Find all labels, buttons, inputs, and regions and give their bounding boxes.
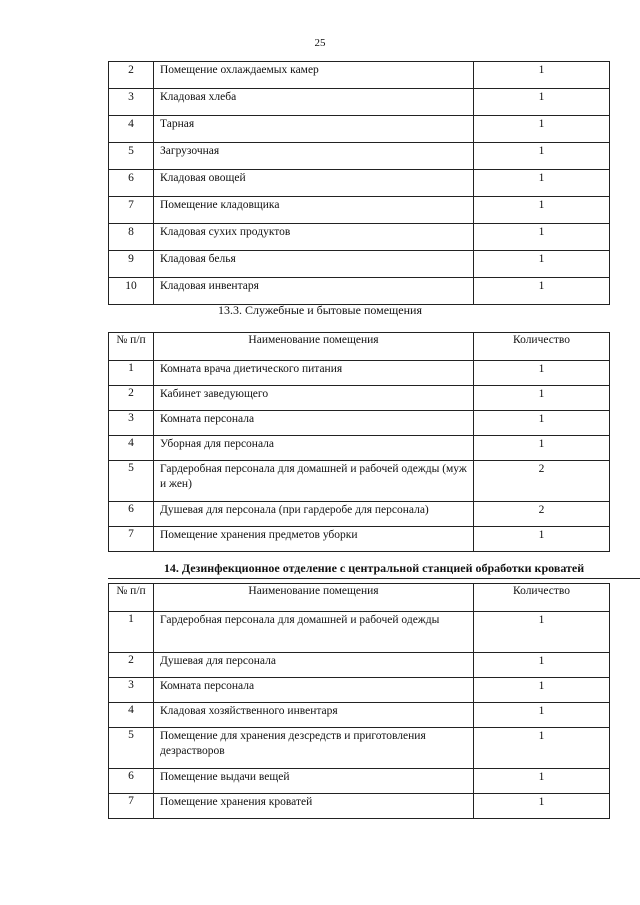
room-name: Кабинет заведующего bbox=[154, 386, 474, 411]
table-header-row bbox=[109, 333, 610, 361]
page-number: 25 bbox=[314, 37, 326, 49]
table-row bbox=[109, 89, 610, 116]
table-row bbox=[109, 116, 610, 143]
table-row bbox=[109, 769, 610, 794]
section-title-13-3: 13.3. Служебные и бытовые помещения bbox=[218, 303, 422, 317]
table-row bbox=[109, 411, 610, 436]
row-number: 4 bbox=[109, 436, 154, 461]
column-header-quantity: Количество bbox=[474, 333, 610, 361]
table-row bbox=[109, 143, 610, 170]
room-name: Помещение для хранения дезсредств и приготовления дезрастворов bbox=[154, 728, 474, 769]
table-row bbox=[109, 224, 610, 251]
room-quantity: 1 bbox=[474, 794, 610, 819]
table-row bbox=[109, 251, 610, 278]
row-number: 4 bbox=[109, 703, 154, 728]
room-name: Кладовая хлеба bbox=[154, 89, 474, 116]
room-quantity: 1 bbox=[474, 89, 610, 116]
room-quantity: 1 bbox=[474, 527, 610, 552]
room-quantity: 1 bbox=[474, 703, 610, 728]
table-row bbox=[109, 197, 610, 224]
storage-rooms-table bbox=[108, 61, 610, 305]
service-rooms-table bbox=[108, 332, 610, 552]
column-header-number: № п/п bbox=[109, 333, 154, 361]
room-quantity: 1 bbox=[474, 386, 610, 411]
room-quantity: 1 bbox=[474, 62, 610, 89]
row-number: 8 bbox=[109, 224, 154, 251]
room-quantity: 1 bbox=[474, 197, 610, 224]
row-number: 5 bbox=[109, 143, 154, 170]
room-name: Кладовая овощей bbox=[154, 170, 474, 197]
room-name: Комната персонала bbox=[154, 678, 474, 703]
table-row bbox=[109, 612, 610, 653]
room-quantity: 2 bbox=[474, 502, 610, 527]
room-quantity: 1 bbox=[474, 678, 610, 703]
row-number: 1 bbox=[109, 361, 154, 386]
row-number: 7 bbox=[109, 197, 154, 224]
room-name: Кладовая сухих продуктов bbox=[154, 224, 474, 251]
room-quantity: 1 bbox=[474, 728, 610, 769]
table-row bbox=[109, 502, 610, 527]
row-number: 3 bbox=[109, 89, 154, 116]
table-row bbox=[109, 461, 610, 502]
row-number: 2 bbox=[109, 386, 154, 411]
row-number: 4 bbox=[109, 116, 154, 143]
table-row bbox=[109, 278, 610, 305]
row-number: 6 bbox=[109, 502, 154, 527]
row-number: 7 bbox=[109, 527, 154, 552]
room-quantity: 1 bbox=[474, 436, 610, 461]
row-number: 5 bbox=[109, 728, 154, 769]
row-number: 2 bbox=[109, 62, 154, 89]
room-quantity: 1 bbox=[474, 411, 610, 436]
column-header-name: Наименование помещения bbox=[154, 584, 474, 612]
room-name: Помещение охлаждаемых камер bbox=[154, 62, 474, 89]
room-name: Уборная для персонала bbox=[154, 436, 474, 461]
row-number: 10 bbox=[109, 278, 154, 305]
room-name: Кладовая инвентаря bbox=[154, 278, 474, 305]
table-row bbox=[109, 653, 610, 678]
room-quantity: 1 bbox=[474, 361, 610, 386]
table-row bbox=[109, 703, 610, 728]
table-row bbox=[109, 794, 610, 819]
room-quantity: 1 bbox=[474, 251, 610, 278]
table-row bbox=[109, 678, 610, 703]
column-header-number: № п/п bbox=[109, 584, 154, 612]
table-row bbox=[109, 361, 610, 386]
table-row bbox=[109, 436, 610, 461]
table-row bbox=[109, 170, 610, 197]
column-header-name: Наименование помещения bbox=[154, 333, 474, 361]
row-number: 6 bbox=[109, 170, 154, 197]
room-quantity: 1 bbox=[474, 116, 610, 143]
row-number: 9 bbox=[109, 251, 154, 278]
row-number: 3 bbox=[109, 678, 154, 703]
room-name: Помещение хранения предметов уборки bbox=[154, 527, 474, 552]
room-quantity: 1 bbox=[474, 143, 610, 170]
room-quantity: 1 bbox=[474, 170, 610, 197]
room-name: Помещение кладовщика bbox=[154, 197, 474, 224]
room-name: Кладовая хозяйственного инвентаря bbox=[154, 703, 474, 728]
room-name: Тарная bbox=[154, 116, 474, 143]
room-quantity: 1 bbox=[474, 769, 610, 794]
row-number: 3 bbox=[109, 411, 154, 436]
room-name: Гардеробная персонала для домашней и рабочей одежды (муж и жен) bbox=[154, 461, 474, 502]
table-row bbox=[109, 386, 610, 411]
row-number: 5 bbox=[109, 461, 154, 502]
chapter-title-14: 14. Дезинфекционное отделение с центральной станцией обработки кроватей bbox=[108, 561, 640, 579]
table-row bbox=[109, 527, 610, 552]
room-quantity: 1 bbox=[474, 612, 610, 653]
room-name: Душевая для персонала bbox=[154, 653, 474, 678]
room-name: Комната врача диетического питания bbox=[154, 361, 474, 386]
room-name: Душевая для персонала (при гардеробе для персонала) bbox=[154, 502, 474, 527]
room-quantity: 1 bbox=[474, 653, 610, 678]
row-number: 6 bbox=[109, 769, 154, 794]
table-header-row bbox=[109, 584, 610, 612]
room-quantity: 1 bbox=[474, 278, 610, 305]
table-row bbox=[109, 728, 610, 769]
room-name: Помещение выдачи вещей bbox=[154, 769, 474, 794]
disinfection-rooms-table bbox=[108, 583, 610, 819]
row-number: 7 bbox=[109, 794, 154, 819]
row-number: 1 bbox=[109, 612, 154, 653]
room-name: Гардеробная персонала для домашней и рабочей одежды bbox=[154, 612, 474, 653]
table-row bbox=[109, 62, 610, 89]
room-name: Комната персонала bbox=[154, 411, 474, 436]
room-name: Кладовая белья bbox=[154, 251, 474, 278]
room-name: Загрузочная bbox=[154, 143, 474, 170]
room-quantity: 2 bbox=[474, 461, 610, 502]
row-number: 2 bbox=[109, 653, 154, 678]
room-quantity: 1 bbox=[474, 224, 610, 251]
column-header-quantity: Количество bbox=[474, 584, 610, 612]
room-name: Помещение хранения кроватей bbox=[154, 794, 474, 819]
